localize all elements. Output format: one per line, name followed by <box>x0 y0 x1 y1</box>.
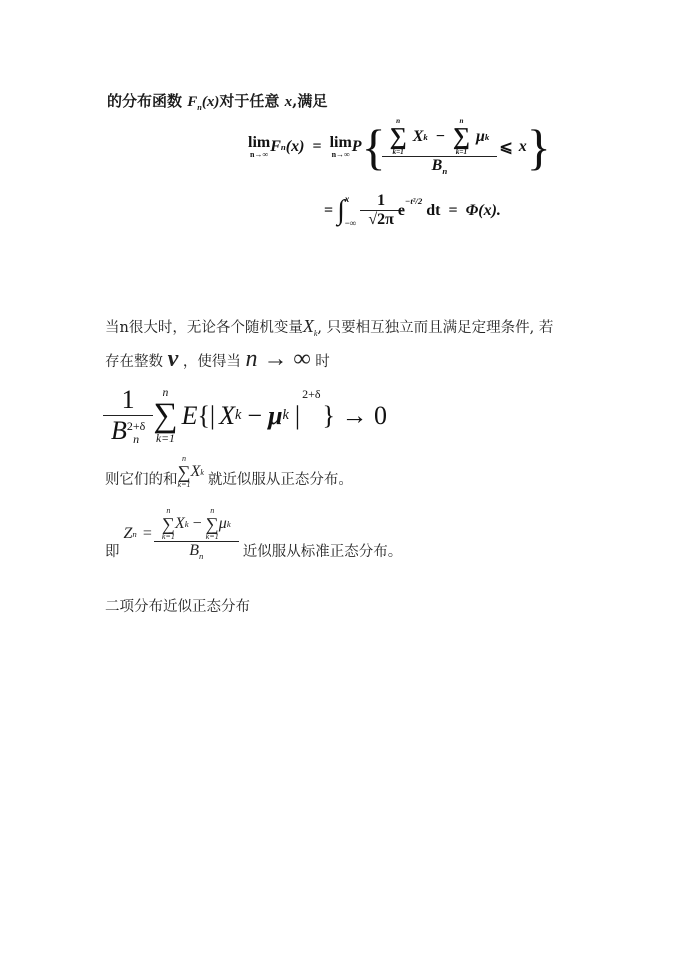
text: 时 <box>315 354 330 370</box>
text: 当n很大时，无论各个随机变量 <box>105 320 303 336</box>
math-E: E <box>181 400 198 430</box>
paragraph-1-line-1 <box>105 316 553 338</box>
fraction <box>386 118 494 177</box>
math-sub: n <box>280 142 286 153</box>
lim-operator: lim n→∞ <box>248 134 271 160</box>
math-X: X <box>190 463 201 481</box>
equals: = <box>142 525 152 543</box>
text: 则它们的和 <box>105 472 178 489</box>
math-mu: μ <box>476 128 485 146</box>
math-F: F <box>187 94 198 110</box>
scan-intro-line <box>107 90 327 112</box>
math-n-to-infinity: n → ∞ <box>245 346 311 372</box>
math-sub: k <box>484 132 490 143</box>
sum-symbol: n ∑ k=1 <box>177 454 191 490</box>
math-x: x <box>518 138 527 156</box>
paragraph-1-line-2 <box>105 346 330 373</box>
power: 2+δ <box>302 387 321 401</box>
exp-power: −t²/2 <box>405 196 423 206</box>
equals: = <box>312 138 322 156</box>
fraction: $\frac{1}{√2\pi}$ <box>364 192 398 229</box>
fraction: 1 B 2+δ n <box>107 385 149 446</box>
math-sub: k <box>423 132 428 143</box>
math-arg: (x) <box>285 138 305 156</box>
integral-formula <box>324 192 501 229</box>
exp: e <box>397 201 405 219</box>
math-X: X <box>412 128 424 146</box>
text: 的分布函数 <box>107 92 183 110</box>
text: 近似服从标准正态分布。 <box>242 544 403 561</box>
minus: − <box>435 128 445 146</box>
math-sub: n <box>197 103 202 112</box>
text: 就近似服从正态分布。 <box>207 472 353 489</box>
leq: ⩽ <box>499 139 513 157</box>
lim-operator: lim n→∞ <box>329 134 352 160</box>
math-P: P <box>351 138 362 156</box>
math-arg: (x) <box>201 94 220 110</box>
int-lower: −∞ <box>344 217 357 228</box>
text: 即 <box>105 544 120 561</box>
math-sub: n <box>442 166 448 177</box>
abs-close: | <box>294 400 301 430</box>
equals: = <box>448 201 458 219</box>
math-Z: Z <box>123 525 133 543</box>
dt: dt <box>426 201 441 219</box>
math-sub: n <box>132 529 137 540</box>
text: , 只要相互独立而且满足定理条件, 若 <box>317 320 554 336</box>
limit-formula <box>248 118 551 177</box>
text: 存在整数 <box>105 354 163 370</box>
int-upper: x <box>344 193 350 204</box>
math-sub: k <box>235 407 242 424</box>
math-B: B <box>431 157 443 175</box>
paragraph-3 <box>105 507 402 561</box>
phi: Φ(x). <box>465 201 501 219</box>
text: ,满足 <box>292 92 328 110</box>
text: ，使得当 <box>182 354 241 370</box>
math-sub: k <box>200 467 204 477</box>
text: 对于任意 <box>219 92 280 110</box>
fraction: n ∑ k=1 X k − n ∑ k=1 μ k $B_n$ <box>158 507 235 561</box>
abs-open: {| <box>197 400 216 430</box>
minus: − <box>247 400 263 430</box>
sum-symbol: n ∑ k=1 <box>452 117 470 157</box>
integral-sign: ∫ <box>337 194 345 226</box>
math-X: X <box>302 316 314 336</box>
lyapunov-condition-formula <box>107 385 387 446</box>
equals: = <box>324 201 334 219</box>
sum-symbol: n ∑ k=1 <box>389 117 407 157</box>
sum-symbol: n ∑ k=1 <box>153 385 178 445</box>
math-X: X <box>219 400 236 430</box>
right-brace: } <box>526 119 551 176</box>
left-brace: { <box>361 119 386 176</box>
paragraph-2 <box>105 455 353 489</box>
math-sub: k <box>282 407 289 424</box>
arrow-zero: } → 0 <box>322 400 388 430</box>
math-v: v <box>167 346 179 372</box>
math-sub: k <box>313 328 318 338</box>
math-x: x <box>284 94 293 110</box>
math-mu: μ <box>268 400 283 430</box>
paragraph-4: 二项分布近似正态分布 <box>105 599 250 615</box>
math-F: F <box>270 138 281 156</box>
